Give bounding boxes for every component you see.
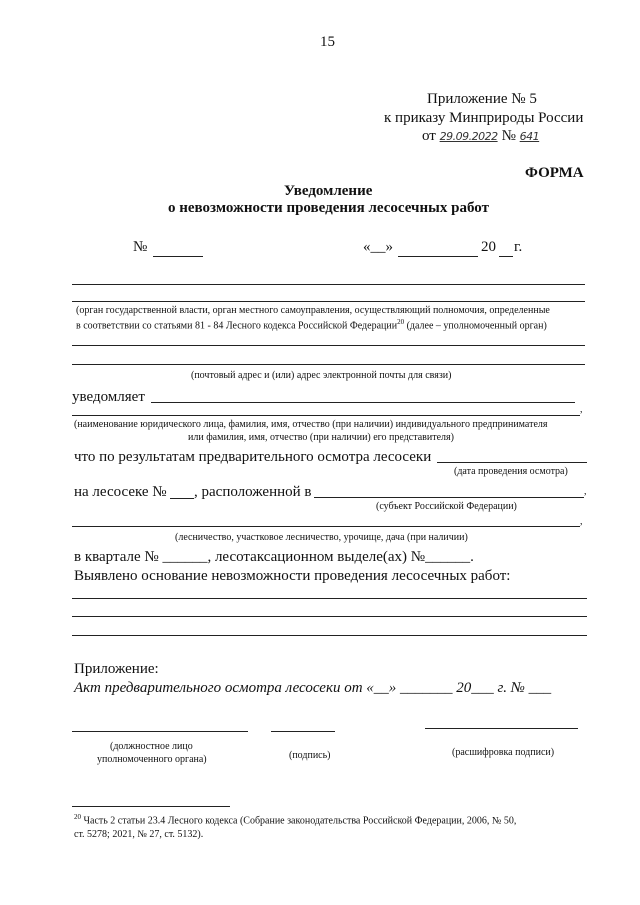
notifies-label: уведомляет bbox=[72, 389, 145, 405]
handwritten-number: 641 bbox=[519, 130, 540, 143]
comma-2: , bbox=[584, 486, 587, 497]
authority-footnote-ref: 20 bbox=[397, 318, 405, 326]
authority-field-line-1[interactable] bbox=[72, 284, 585, 285]
order-date-line bbox=[422, 128, 560, 145]
name-caption-2: или фамилия, имя, отчество (при наличии) его представителя) bbox=[188, 432, 454, 443]
quarter-text: в квартале № ______, лесотаксационном выделе(ах) №______. bbox=[74, 549, 474, 565]
reason-field-line-3[interactable] bbox=[72, 635, 587, 636]
reason-field-line-2[interactable] bbox=[72, 616, 587, 617]
address-field-line-2[interactable] bbox=[72, 364, 585, 365]
title-line-1: Уведомление bbox=[284, 183, 373, 199]
subject-caption: (субъект Российской Федерации) bbox=[376, 501, 517, 512]
inspection-text: что по результатам предварительного осмотра лесосеки bbox=[74, 449, 432, 465]
notifies-field-line-2[interactable] bbox=[72, 415, 580, 416]
footnote-separator bbox=[72, 806, 230, 807]
notice-month-field[interactable] bbox=[398, 256, 478, 257]
authority-caption-1: (орган государственной власти, орган местного самоуправления, осуществляющий полномочия, определенные bbox=[76, 305, 550, 316]
title-line-2: о невозможности проведения лесосечных работ bbox=[168, 200, 489, 216]
plot-number-field[interactable] bbox=[170, 498, 194, 499]
form-label: ФОРМА bbox=[525, 165, 584, 181]
reason-field-line-1[interactable] bbox=[72, 598, 587, 599]
inspection-date-field[interactable] bbox=[437, 462, 587, 463]
plot-location-label: , расположенной в bbox=[194, 484, 312, 500]
order-reference-line: к приказу Минприроды России bbox=[384, 110, 584, 126]
notice-year-field[interactable] bbox=[499, 256, 513, 257]
page-number: 15 bbox=[320, 34, 335, 50]
comma-3: , bbox=[580, 516, 583, 527]
footnote-text bbox=[74, 810, 590, 842]
notice-day-field: «__» bbox=[363, 239, 393, 255]
signature-decode-caption: (расшифровка подписи) bbox=[452, 747, 555, 758]
comma: , bbox=[580, 404, 583, 415]
footnote-line-1: Часть 2 статьи 23.4 Лесного кодекса (Собрание законодательства Российской Федерации, 2006, № 50, bbox=[83, 815, 517, 827]
authority-caption-2-b: (далее – уполномоченный орган) bbox=[404, 320, 547, 332]
signature-decode-field[interactable] bbox=[425, 728, 578, 729]
official-field[interactable] bbox=[72, 731, 248, 732]
attachment-act-text: Акт предварительного осмотра лесосеки от «__» _______ 20___ г. № ___ bbox=[74, 680, 552, 696]
notice-year-suffix: г. bbox=[514, 239, 523, 255]
attachment-label: Приложение: bbox=[74, 661, 159, 677]
forestry-caption: (лесничество, участковое лесничество, урочище, дача (при наличии) bbox=[175, 532, 468, 543]
subject-field[interactable] bbox=[314, 497, 584, 498]
order-number-sign: № bbox=[501, 128, 516, 144]
signature-caption: (подпись) bbox=[289, 750, 331, 761]
official-caption-1: (должностное лицо bbox=[110, 741, 193, 752]
notice-number-field[interactable] bbox=[153, 256, 203, 257]
authority-caption-2-a: в соответствии со статьями 81 - 84 Лесного кодекса Российской Федерации bbox=[76, 320, 398, 332]
plot-number-label: на лесосеке № bbox=[74, 484, 167, 500]
footnote-number: 20 bbox=[74, 813, 81, 821]
signature-field[interactable] bbox=[271, 731, 335, 732]
appendix-line: Приложение № 5 bbox=[427, 91, 537, 107]
authority-field-line-2[interactable] bbox=[72, 301, 585, 302]
forestry-field[interactable] bbox=[72, 526, 580, 527]
address-field-line-1[interactable] bbox=[72, 345, 585, 346]
authority-caption-2 bbox=[76, 318, 547, 331]
notice-year-prefix: 20 bbox=[481, 239, 496, 255]
order-date-prefix: от bbox=[422, 128, 436, 144]
name-caption-1: (наименование юридического лица, фамилия, имя, отчество (при наличии) индивидуального предпринимателя bbox=[74, 419, 548, 430]
address-caption: (почтовый адрес и (или) адрес электронной почты для связи) bbox=[191, 370, 452, 381]
reason-text: Выявлено основание невозможности проведения лесосечных работ: bbox=[74, 568, 511, 584]
notice-number-sign: № bbox=[133, 239, 148, 255]
notifies-field-line-1[interactable] bbox=[151, 402, 575, 403]
footnote-line-2: ст. 5278; 2021, № 27, ст. 5132). bbox=[74, 829, 204, 841]
handwritten-date: 29.09.2022 bbox=[439, 130, 498, 143]
inspection-date-caption: (дата проведения осмотра) bbox=[454, 466, 568, 477]
official-caption-2: уполномоченного органа) bbox=[97, 754, 207, 765]
